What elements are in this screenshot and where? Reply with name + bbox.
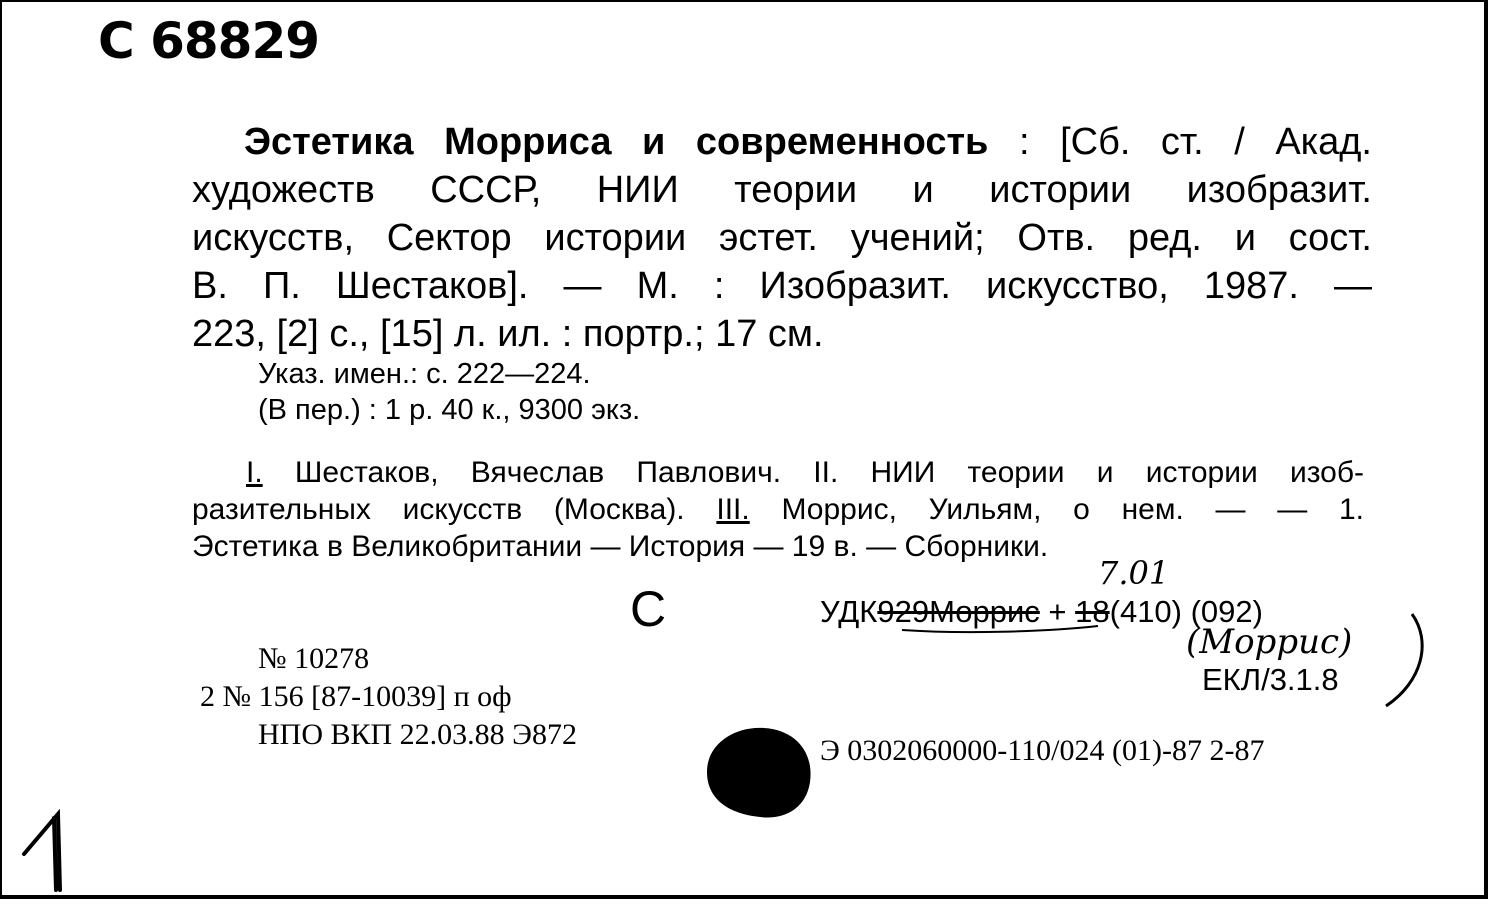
classification-letter: С: [630, 581, 667, 637]
tracing-i-label: I.: [246, 456, 263, 489]
udc-struck-number: 929Моррис: [877, 594, 1040, 629]
handwritten-bracket-right: [1386, 614, 1422, 706]
printing-info: НПО ВКП 22.03.88 Э872: [258, 718, 577, 751]
description-line-2: художеств СССР, НИИ теории и истории изобразит.: [192, 169, 1372, 211]
publication-code: Э 0302060000-110/024 (01)-87 2-87: [820, 734, 1265, 767]
handwritten-corner-mark: [24, 814, 60, 890]
tracing-line-3: Эстетика в Великобритании — История — 19 в. — Сборники.: [192, 530, 1049, 563]
index-note: Указ. имен.: с. 222—224.: [258, 358, 591, 390]
udc-plus: +: [1039, 594, 1076, 629]
tracing-line-1-text: Шестаков, Вячеслав Павлович. II. НИИ теории и истории изоб-: [262, 456, 1364, 489]
card-marks: [2, 2, 1490, 901]
order-number: 2 № 156 [87-10039] п оф: [200, 680, 512, 713]
tracing-iii-label: III.: [716, 493, 750, 526]
call-number: С 68829: [98, 12, 320, 70]
book-title: Эстетика Морриса и современность: [244, 121, 989, 163]
description-line-5: 223, [2] с., [15] л. ил. : портр.; 17 см.: [192, 313, 824, 355]
handwritten-class-number: 7.01: [1098, 554, 1170, 592]
description-line-3: искусств, Сектор истории эстет. учений; Отв. ред. и сост.: [192, 217, 1372, 259]
udc-struck-18: 18: [1075, 594, 1110, 629]
price-note: (В пер.) : 1 р. 40 к., 9300 экз.: [258, 394, 641, 426]
serial-number: № 10278: [258, 642, 370, 675]
ink-blot: [707, 728, 811, 818]
description-line-4: В. П. Шестаков]. — М. : Изобразит. искусство, 1987. —: [192, 265, 1372, 307]
tracing-line-2-rest: Моррис, Уильям, о нем. — — 1.: [749, 493, 1364, 526]
tracing-line-2-start: разительных искусств (Москва).: [192, 493, 717, 526]
udc-prefix: УДК: [820, 594, 878, 629]
handwritten-underline: [902, 626, 1098, 632]
handwritten-name: (Моррис): [1186, 622, 1353, 662]
udc-rest: (410) (092): [1109, 594, 1263, 629]
title-rest: : [Сб. ст. / Акад.: [988, 121, 1372, 163]
ekl-code: ЕКЛ/3.1.8: [1202, 662, 1339, 697]
